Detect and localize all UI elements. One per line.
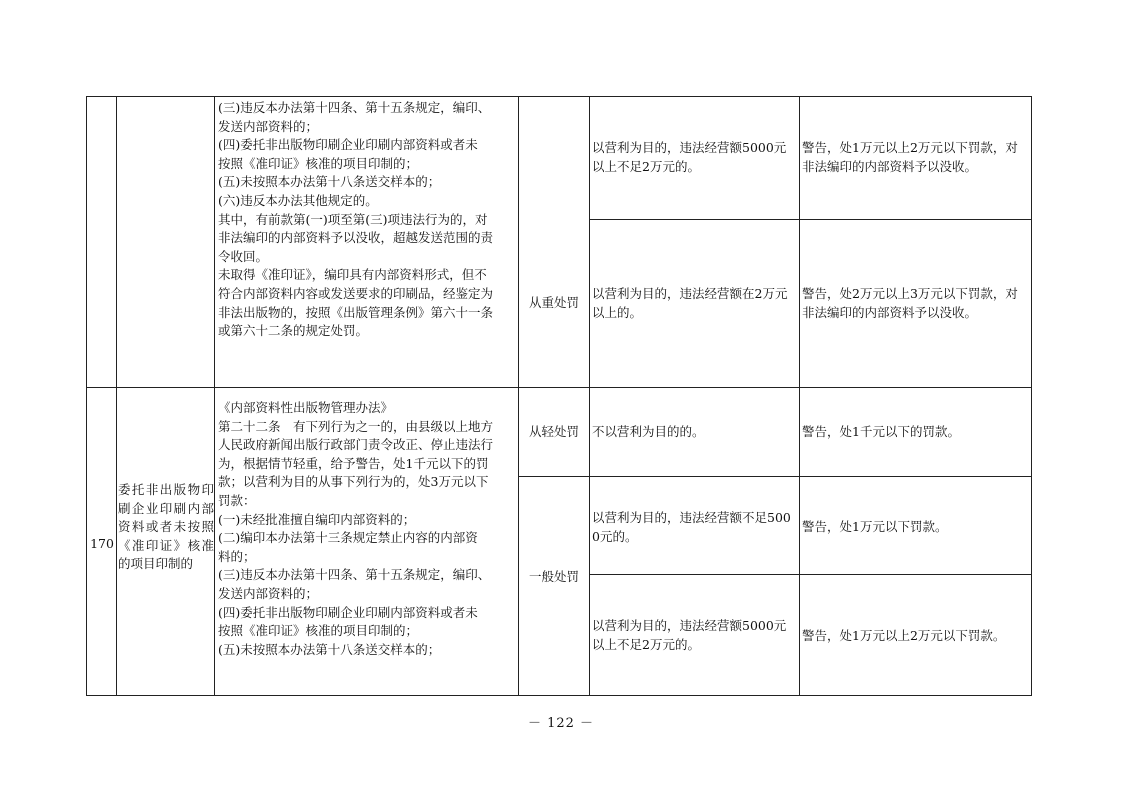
penalty-level-cell: 一般处罚 — [528, 569, 579, 584]
row-divider — [86, 387, 1032, 388]
basis-line: (四)委托非出版物印刷企业印刷内部资料或者未 — [218, 604, 478, 620]
basis-line: 或第六十二条的规定处罚。 — [218, 323, 369, 339]
basis-line: (二)编印本办法第十三条规定禁止内容的内部资 — [218, 530, 478, 546]
basis-line: 为，根据情节轻重，给予警告，处1千元以下的罚 — [218, 455, 489, 471]
item-number-cell: 170 — [90, 536, 114, 551]
basis-line: 《内部资料性出版物管理办法》 — [218, 400, 394, 415]
column-divider — [799, 96, 800, 696]
basis-line: 非法编印的内部资料予以没收，超越发送范围的责 — [218, 230, 494, 246]
penalty-cell: 警告，处1万元以上2万元以下罚款，对非法编印的内部资料予以没收。 — [802, 140, 1018, 174]
basis-line: 按照《准印证》核准的项目印制的； — [218, 623, 419, 639]
page-number: － 122 － — [527, 716, 595, 731]
basis-line: 非法出版物的，按照《出版管理条例》第六十一条 — [218, 304, 494, 320]
basis-line: 发送内部资料的； — [218, 585, 319, 601]
penalty-level-cell: 从轻处罚 — [528, 424, 579, 439]
column-divider — [518, 96, 519, 696]
basis-line: (四)委托非出版物印刷企业印刷内部资料或者未 — [218, 137, 478, 153]
circumstance-cell: 以营利为目的，违法经营额在2万元以上的。 — [592, 286, 788, 320]
basis-line: (五)未按照本办法第十八条送交样本的； — [218, 641, 441, 657]
penalty-cell: 警告，处1万元以下罚款。 — [802, 519, 948, 534]
legal-basis-cell — [218, 99, 518, 341]
basis-line: 第二十二条 有下列行为之一的，由县级以上地方 — [218, 418, 494, 434]
circumstance-cell: 以营利为目的，违法经营额不足5000元的。 — [592, 510, 791, 544]
basis-line: 其中，有前款第(一)项至第(三)项违法行为的，对 — [218, 211, 488, 227]
basis-line: (三)违反本办法第十四条、第十五条规定，编印、 — [218, 100, 491, 115]
table-border-bottom — [86, 695, 1032, 696]
table-border-top — [86, 96, 1032, 97]
penalty-cell: 警告，处2万元以上3万元以下罚款，对非法编印的内部资料予以没收。 — [802, 286, 1018, 320]
circumstance-cell: 不以营利为目的的。 — [592, 424, 705, 439]
basis-line: (五)未按照本办法第十八条送交样本的； — [218, 174, 441, 190]
basis-line: 发送内部资料的； — [218, 118, 319, 134]
violation-name-cell: 委托非出版物印刷企业印刷内部资料或者未按照《准印证》核准的项目印制的 — [118, 482, 214, 572]
basis-line: 款；以营利为目的从事下列行为的，处3万元以下 — [218, 474, 489, 490]
row-divider — [589, 219, 1032, 220]
column-divider — [116, 96, 117, 696]
basis-line: 料的； — [218, 548, 256, 564]
row-divider — [589, 574, 1032, 575]
circumstance-cell: 以营利为目的，违法经营额5000元以上不足2万元的。 — [592, 618, 787, 652]
basis-line: 符合内部资料内容或发送要求的印刷品，经鉴定为 — [218, 285, 494, 301]
table-border-right — [1031, 96, 1032, 696]
column-divider — [589, 96, 590, 696]
basis-line: 令收回。 — [218, 248, 269, 264]
penalty-cell: 警告，处1千元以下的罚款。 — [802, 424, 960, 439]
penalty-cell: 警告，处1万元以上2万元以下罚款。 — [802, 628, 1006, 643]
table-border-left — [86, 96, 87, 696]
row-divider — [518, 476, 1032, 477]
penalty-standards-table — [86, 96, 1032, 696]
basis-line: 罚款： — [218, 492, 256, 508]
basis-line: 按照《准印证》核准的项目印制的； — [218, 155, 419, 171]
penalty-level-cell: 从重处罚 — [528, 295, 579, 310]
column-divider — [214, 96, 215, 696]
basis-line: 未取得《准印证》，编印具有内部资料形式，但不 — [218, 267, 487, 283]
basis-line: (三)违反本办法第十四条、第十五条规定，编印、 — [218, 567, 491, 583]
basis-line: (一)未经批准擅自编印内部资料的； — [218, 511, 416, 527]
basis-line: (六)违反本办法其他规定的。 — [218, 192, 378, 208]
circumstance-cell: 以营利为目的，违法经营额5000元以上不足2万元的。 — [592, 140, 787, 174]
legal-basis-cell — [218, 399, 518, 659]
basis-line: 人民政府新闻出版行政部门责令改正、停止违法行 — [218, 437, 494, 453]
